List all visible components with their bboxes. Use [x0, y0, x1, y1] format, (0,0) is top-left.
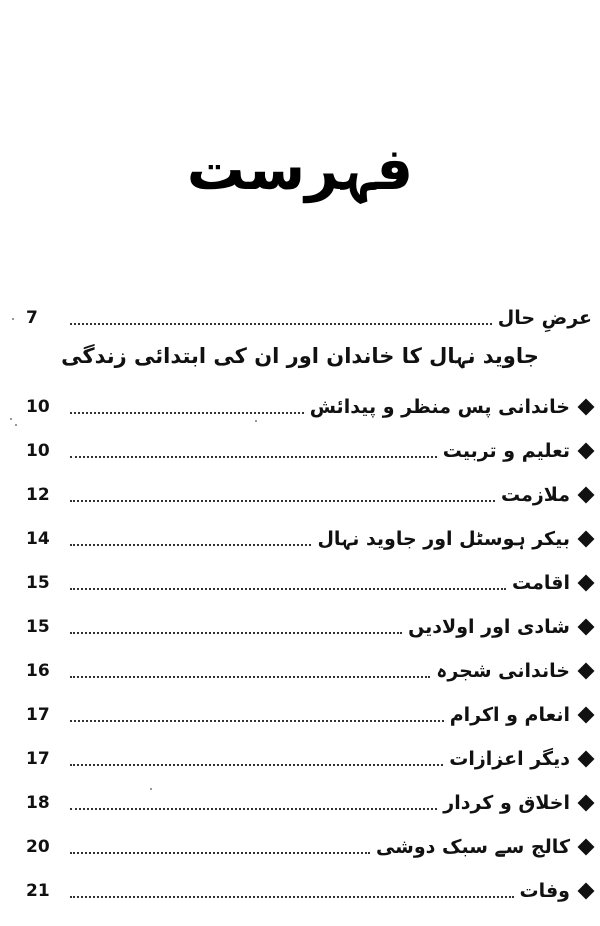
dot-leader — [70, 455, 437, 458]
dot-leader — [70, 719, 444, 722]
toc-entry — [26, 611, 592, 641]
toc-entry-page: 20 — [26, 837, 50, 857]
toc-entry-page: 16 — [26, 661, 50, 681]
diamond-bullet-icon — [578, 487, 595, 504]
dot-leader — [70, 631, 402, 634]
toc-entry-label: انعام و اکرام — [449, 704, 570, 726]
diamond-bullet-icon — [578, 795, 595, 812]
toc-entry — [26, 743, 592, 773]
scan-speck — [255, 420, 257, 422]
toc-intro-page: 7 — [26, 308, 38, 328]
diamond-bullet-icon — [578, 839, 595, 856]
dot-leader — [70, 895, 514, 898]
scan-speck — [15, 424, 17, 426]
diamond-bullet-icon — [578, 663, 595, 680]
toc-entry — [26, 699, 592, 729]
dot-leader — [70, 322, 492, 325]
diamond-bullet-icon — [578, 531, 595, 548]
toc-entry-page: 17 — [26, 749, 50, 769]
toc-entry-page: 10 — [26, 397, 50, 417]
toc-entry — [26, 787, 592, 817]
diamond-bullet-icon — [578, 707, 595, 724]
diamond-bullet-icon — [578, 619, 595, 636]
dot-leader — [70, 807, 437, 810]
dot-leader — [70, 499, 495, 502]
toc-entry-page: 17 — [26, 705, 50, 725]
toc-entry-label: شادی اور اولادیں — [408, 616, 570, 638]
toc-intro-row — [26, 302, 592, 332]
scan-speck — [10, 418, 12, 420]
diamond-bullet-icon — [578, 575, 595, 592]
dot-leader — [70, 851, 370, 854]
toc-entry-label: بیکر ہوسٹل اور جاوید نہال — [317, 528, 570, 550]
toc-entry-page: 10 — [26, 441, 50, 461]
toc-intro-label: عرضِ حال — [497, 307, 592, 329]
toc-entry-page: 14 — [26, 529, 50, 549]
section-heading: جاوید نہال کا خاندان اور ان کی ابتدائی زندگی — [61, 344, 539, 368]
dot-leader — [70, 411, 304, 414]
toc-entry-page: 15 — [26, 617, 50, 637]
scan-speck — [150, 788, 152, 790]
diamond-bullet-icon — [578, 883, 595, 900]
toc-entry — [26, 391, 592, 421]
toc-entry-label: کالج سے سبک دوشی — [375, 836, 570, 858]
toc-entry-page: 15 — [26, 573, 50, 593]
diamond-bullet-icon — [578, 399, 595, 416]
toc-entry-page: 21 — [26, 881, 50, 901]
toc-entry — [26, 875, 592, 905]
dot-leader — [70, 675, 430, 678]
toc-entry-label: تعلیم و تربیت — [442, 440, 570, 462]
toc-entry — [26, 655, 592, 685]
dot-leader — [70, 543, 311, 546]
dot-leader — [70, 763, 443, 766]
toc-entry — [26, 523, 592, 553]
toc-entry-page: 18 — [26, 793, 50, 813]
toc-entry-page: 12 — [26, 485, 50, 505]
dot-leader — [70, 587, 506, 590]
page-title: فہرست — [186, 135, 414, 203]
toc-entry-label: خاندانی شجرہ — [436, 660, 570, 682]
toc-entry-label: وفات — [519, 880, 570, 902]
toc-entry — [26, 479, 592, 509]
toc-entry-label: ملازمت — [500, 484, 570, 506]
toc-entry — [26, 567, 592, 597]
toc-entry-label: دیگر اعزازات — [449, 748, 570, 770]
diamond-bullet-icon — [578, 443, 595, 460]
toc-entry-label: خاندانی پس منظر و پیدائش — [309, 396, 570, 418]
toc-entry — [26, 435, 592, 465]
toc-entry — [26, 831, 592, 861]
toc-entry-label: اخلاق و کردار — [443, 792, 570, 814]
diamond-bullet-icon — [578, 751, 595, 768]
scan-speck — [12, 318, 14, 320]
toc-entry-label: اقامت — [512, 572, 570, 594]
